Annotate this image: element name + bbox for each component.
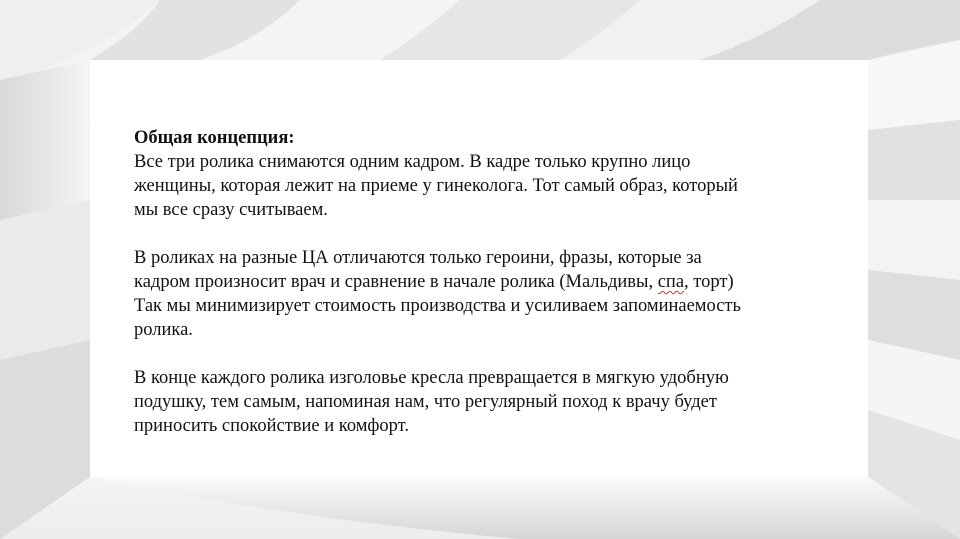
concept-heading: Общая концепция: <box>134 128 295 148</box>
content-card <box>90 60 868 477</box>
spellcheck-flagged-word: спа <box>657 272 685 292</box>
paragraph-1-line-3: мы все сразу считываем. <box>134 200 328 220</box>
paragraph-2 <box>134 246 834 342</box>
paragraph-3 <box>134 366 834 438</box>
paragraph-2-line-1: В роликах на разные ЦА отличаются только героини, фразы, которые за <box>134 248 702 268</box>
paragraph-1 <box>134 150 834 222</box>
paragraph-2-line-3: Так мы минимизирует стоимость производства и усиливаем запоминаемость <box>134 296 741 316</box>
paragraph-3-line-3: приносить спокойствие и комфорт. <box>134 416 409 436</box>
paragraph-3-line-1: В конце каждого ролика изголовье кресла превращается в мягкую удобную <box>134 368 729 388</box>
paragraph-2-line-2 <box>134 270 834 294</box>
concept-text <box>134 126 834 462</box>
paragraph-1-line-2: женщины, которая лежит на приеме у гинеколога. Тот самый образ, который <box>134 176 738 196</box>
paragraph-3-line-2: подушку, тем самым, напоминая нам, что регулярный поход к врачу будет <box>134 392 717 412</box>
paragraph-2-line-2-end: , торт) <box>684 272 734 292</box>
paragraph-1-line-1: Все три ролика снимаются одним кадром. В кадре только крупно лицо <box>134 152 691 172</box>
paragraph-2-line-4: ролика. <box>134 320 193 340</box>
paragraph-2-line-2-start: кадром произносит врач и сравнение в начале ролика (Мальдивы, <box>134 272 658 292</box>
